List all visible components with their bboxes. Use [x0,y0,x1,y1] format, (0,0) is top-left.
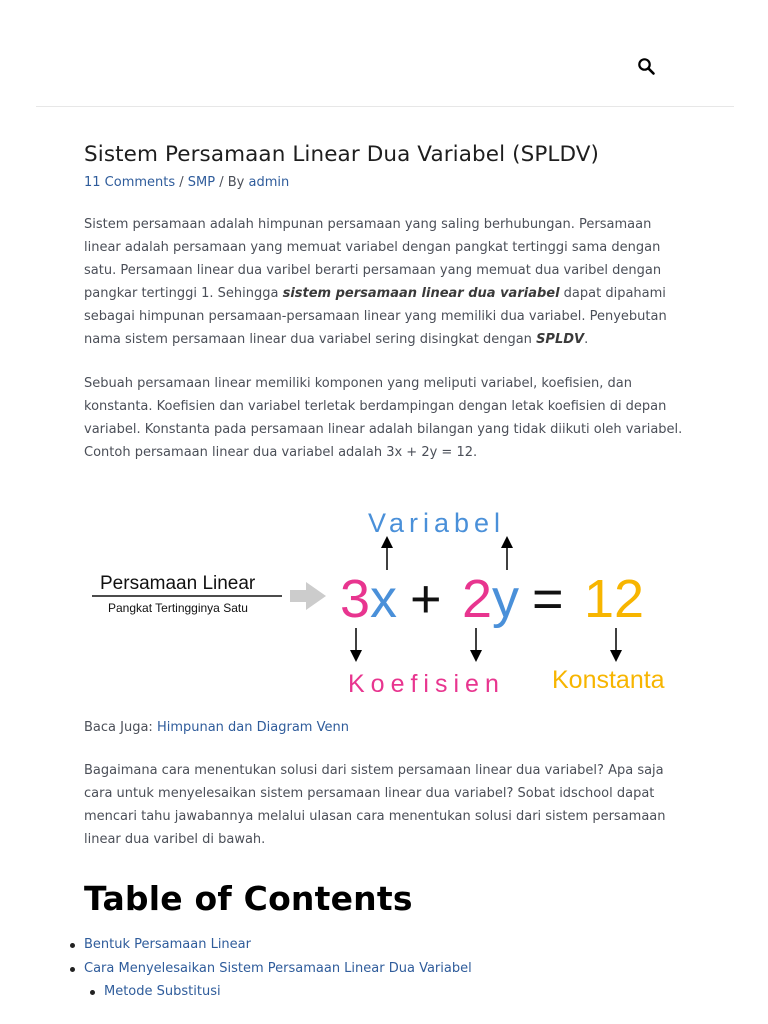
toc-link-substitusi[interactable]: Metode Substitusi [104,984,221,1000]
meta-separator: / [175,175,188,190]
search-button[interactable] [636,56,658,78]
eq-coef-2: 2 [462,568,493,629]
article [84,140,688,1004]
diagram-svg [84,500,688,700]
comments-link[interactable]: 11 Comments [84,175,176,190]
toc-heading: Table of Contents [84,879,413,919]
toc-item [84,957,688,1004]
question-paragraph: Bagaimana cara menentukan solusi dari sistem persamaan linear dua variabel? Apa saja cara untuk menyelesaikan sistem persamaan linear dua variabel? Sobat idschool dapat mencari tahu jawabannya melalui ulasan cara menentukan solusi dari sistem persamaan linear dua varibel di bawah. [84,763,666,848]
toc-item [84,933,688,956]
site-header [36,0,734,107]
meta-by: / By [215,175,249,190]
eq-var-x: x [370,568,397,629]
eq-const-12: 12 [584,568,645,629]
label-konstanta: Konstanta [552,665,665,694]
post-meta [84,173,688,193]
toc-sublist [84,980,688,1003]
eq-equals: = [532,568,564,629]
eq-plus: + [410,568,442,629]
read-also-link[interactable]: Himpunan dan Diagram Venn [156,719,349,735]
search-icon [636,56,658,78]
category-link[interactable]: SMP [187,175,216,190]
toc-link-bentuk[interactable]: Bentuk Persamaan Linear [84,937,251,953]
eq-coef-3: 3 [340,568,371,629]
toc-subitem [104,980,688,1003]
component-paragraph: Sebuah persamaan linear memiliki komponen yang meliputi variabel, koefisien, dan konstanta. Koefisien dan variabel terletak berdampingan dengan letak koefisien di depan variabel. Konstanta pada persamaan linear adalah bilangan yang tidak diikuti oleh variabel. Contoh persamaan linear dua variabel adalah 3x + 2y = 12. [84,375,683,460]
eq-var-y: y [492,568,519,629]
label-variabel: Variabel [368,507,506,538]
label-koefisien: Koefisien [348,669,505,698]
gray-arrow-icon [290,582,326,610]
toc-list [84,933,688,1003]
label-persamaan-linear: Persamaan Linear [100,572,256,594]
intro-bold-abbr: SPLDV [536,332,585,348]
read-also-label: Baca Juga: [84,719,157,735]
intro-text-1: Sistem persamaan adalah himpunan persamaan yang saling berhubungan. Persamaan linear adalah persamaan yang memuat variabel dengan pangkat tertinggi sama dengan satu. Persamaan linear dua varibel berarti persamaan yang memuat dua varibel dengan pangkar tertinggi 1. Sehingga [84,217,662,302]
label-pangkat: Pangkat Tertingginya Satu [108,600,248,615]
intro-text-3: . [584,332,589,348]
page-title: Sistem Persamaan Linear Dua Variabel (SPLDV) [84,142,600,167]
author-link[interactable]: admin [248,175,290,190]
linear-equation-diagram [84,500,688,700]
intro-paragraph [84,213,688,352]
intro-text-2: dapat dipahami sebagai himpunan persamaan-persamaan linear yang memiliki dua variabel. Penyebutan nama sistem persamaan linear dua variabel sering disingkat dengan [84,286,667,348]
read-also [84,716,688,739]
intro-bold-term: sistem persamaan linear dua variabel [282,286,560,302]
toc-link-cara[interactable]: Cara Menyelesaikan Sistem Persamaan Linear Dua Variabel [84,960,472,976]
